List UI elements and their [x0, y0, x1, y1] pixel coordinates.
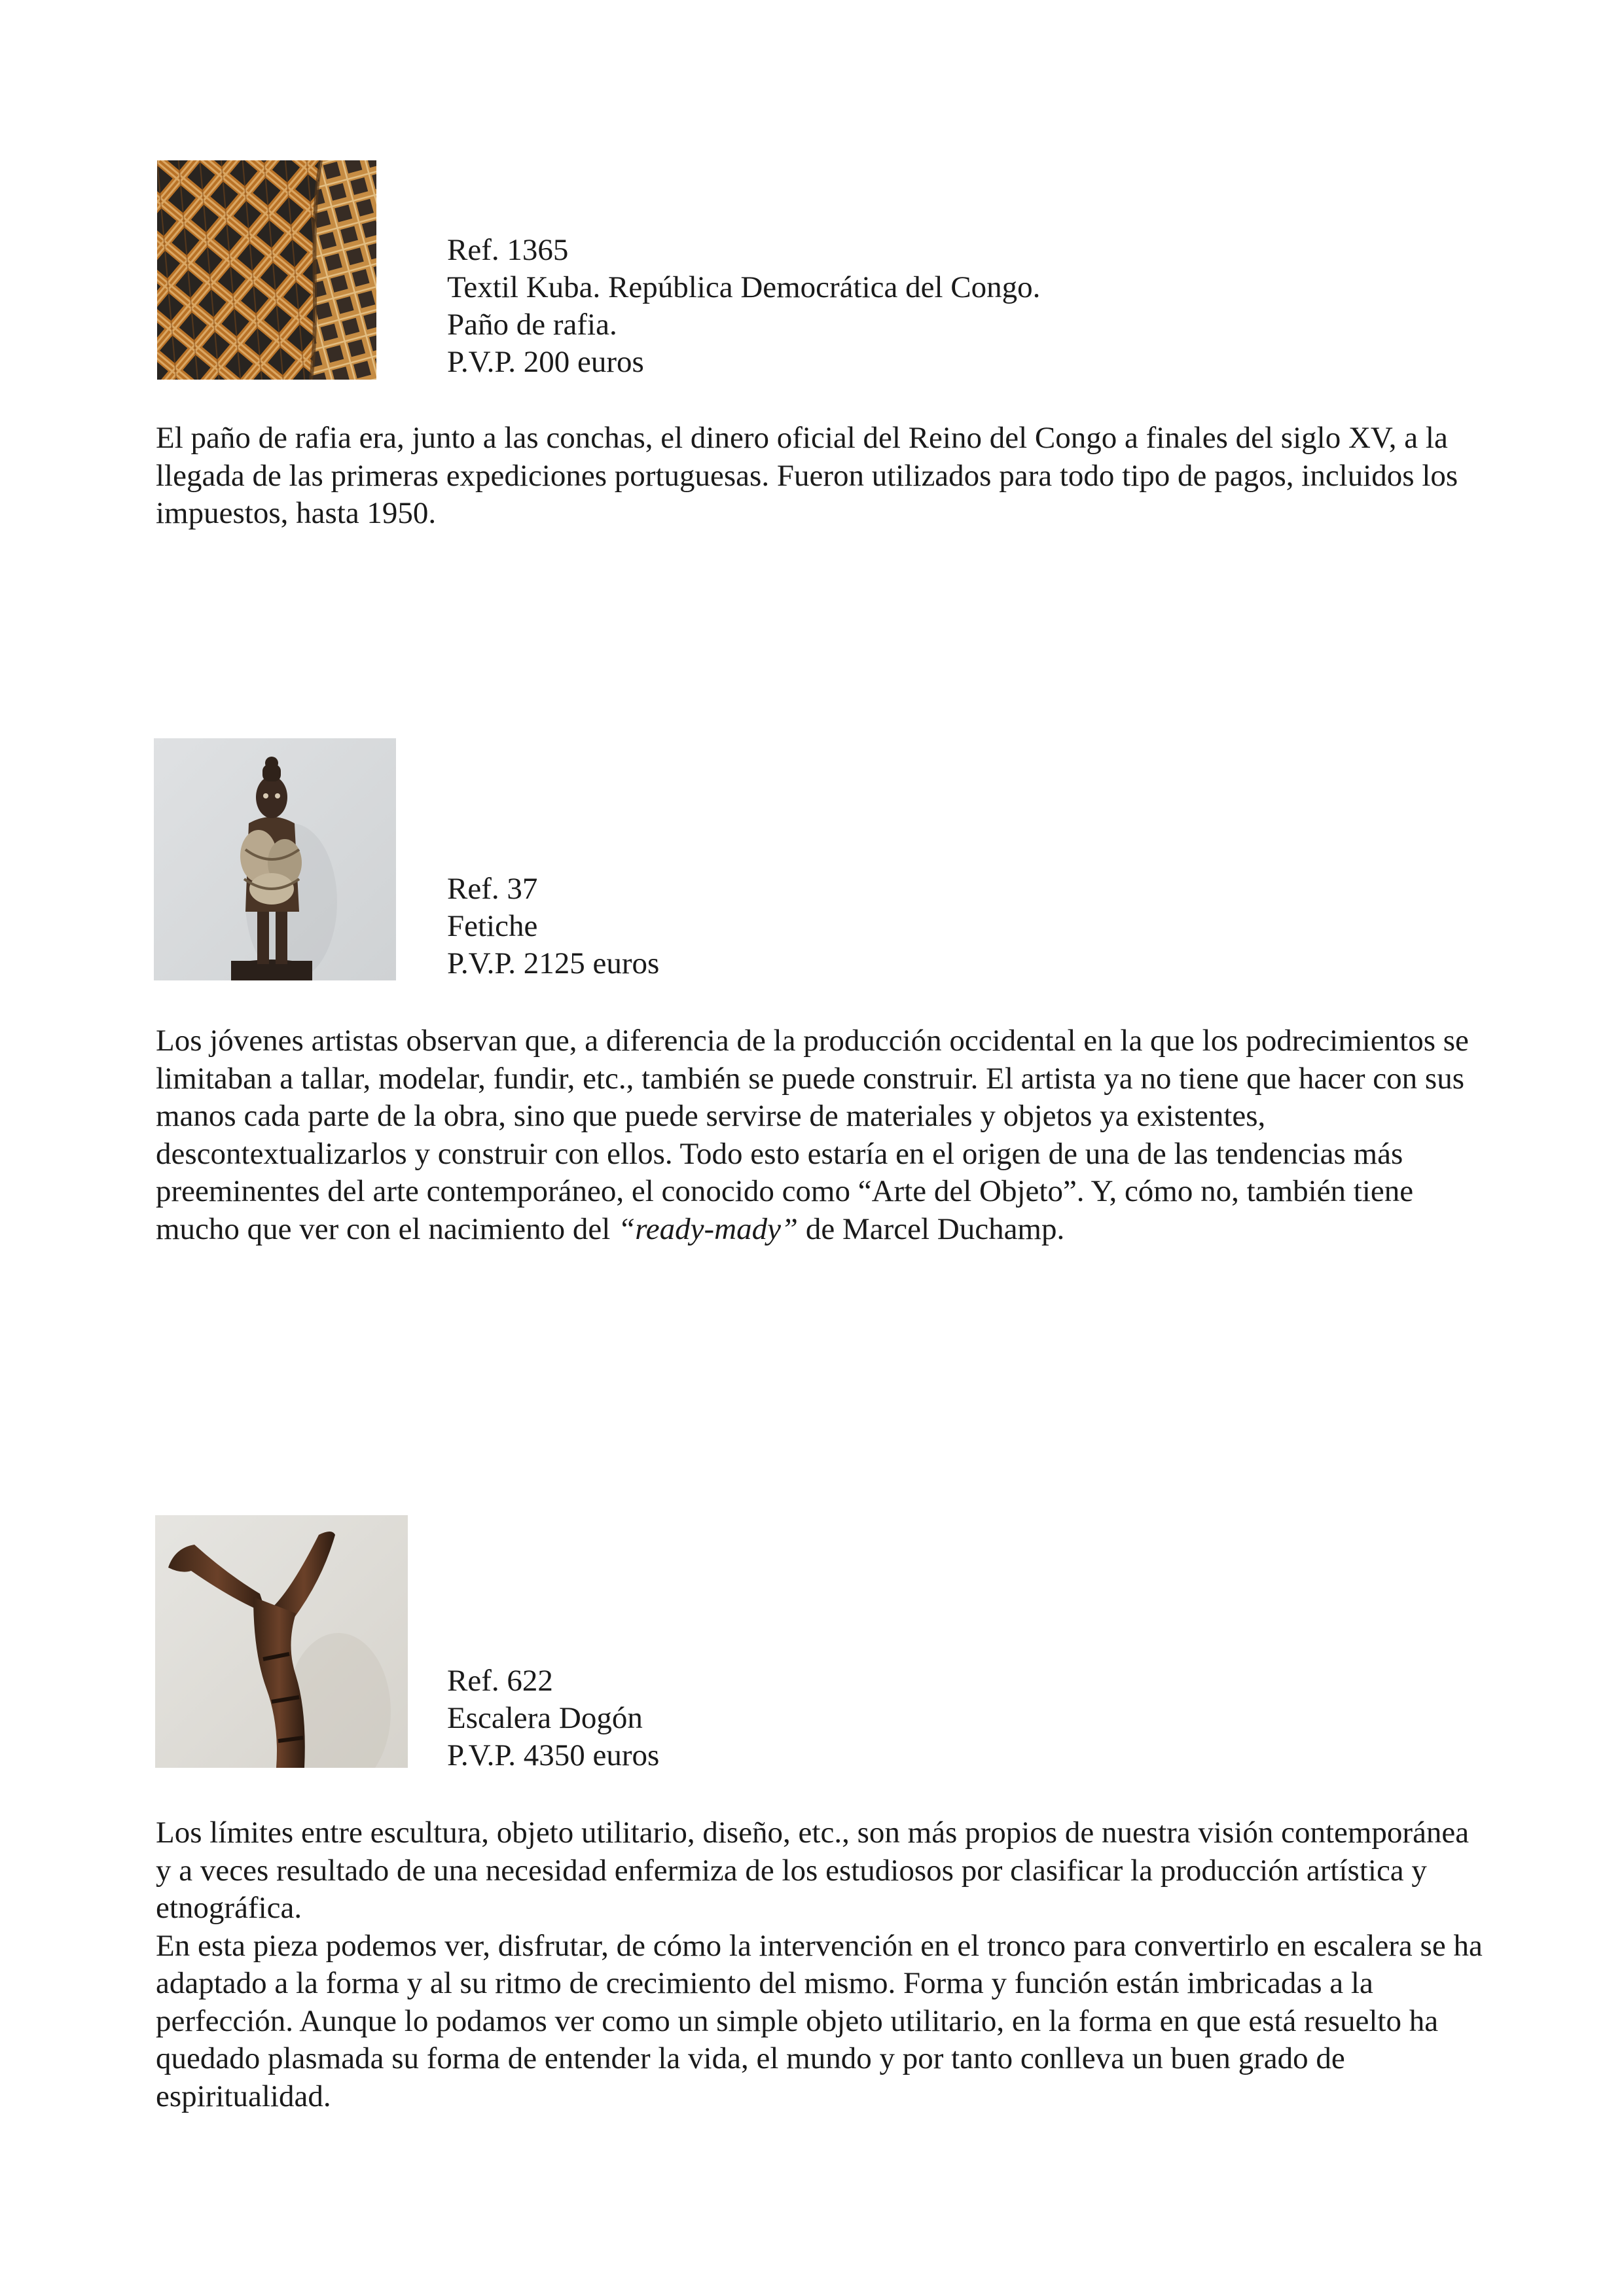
description-text-end: de Marcel Duchamp.: [798, 1211, 1065, 1246]
item-price: P.V.P. 200 euros: [447, 345, 644, 379]
item-title: Textil Kuba. República Democrática del Congo.: [447, 270, 1041, 304]
description-paragraph: El paño de rafia era, junto a las conchas, el dinero oficial del Reino del Congo a finales del siglo XV, a la llegada de las primeras expediciones portuguesas. Fueron utilizados para todo tipo de pagos, incluidos los impuestos, hasta 1950.: [156, 421, 1458, 530]
item-ref: Ref. 37: [447, 872, 538, 906]
item-title: Escalera Dogón: [447, 1701, 643, 1735]
item-ref: Ref. 1365: [447, 233, 569, 267]
fetish-figure-photo: [154, 738, 396, 980]
item-2-caption: [447, 870, 659, 982]
item-1-caption: [447, 232, 1040, 381]
item-3-caption: [447, 1662, 659, 1774]
item-2-description: [156, 1022, 1491, 1248]
dogon-ladder-photo: [155, 1515, 408, 1768]
description-italic: “ready-mady”: [618, 1211, 799, 1246]
description-paragraph: En esta pieza podemos ver, disfrutar, de cómo la intervención en el tronco para convertirlo en escalera se ha adaptado a la forma y al su ritmo de crecimiento del mismo. Forma y función están imbricadas a la perfección. Aunque lo podamos ver como un simple objeto utilitario, en la forma en que está resuelto ha quedado plasmada su forma de entender la vida, el mundo y por tanto conlleva un buen grado de espiritualidad.: [156, 1928, 1483, 2113]
description-text: Los jóvenes artistas observan que, a diferencia de la producción occidental en la que los podrecimientos se limitaban a tallar, modelar, fundir, etc., también se puede construir. El artista ya no tiene que hacer con sus manos cada parte de la obra, sino que puede servirse de materiales y objetos ya existentes, descontextualizarlos y construir con ellos. Todo esto estaría en el origen de una de las tendencias más preeminentes del arte contemporáneo, el conocido como “Arte del Objeto”. Y, cómo no, también tiene mucho que ver con el nacimiento del: [156, 1024, 1469, 1246]
item-title: Fetiche: [447, 909, 538, 943]
kuba-raffia-textile-photo: [157, 160, 376, 380]
item-subtitle: Paño de rafia.: [447, 308, 617, 342]
item-3-description: [156, 1814, 1491, 2115]
description-paragraph: Los límites entre escultura, objeto utilitario, diseño, etc., son más propios de nuestra visión contemporánea y a veces resultado de una necesidad enfermiza de los estudiosos por clasificar la producción artística y etnográfica.: [156, 1816, 1470, 1925]
item-price: P.V.P. 2125 euros: [447, 946, 660, 980]
item-ref: Ref. 622: [447, 1664, 553, 1698]
item-1-description: [156, 420, 1491, 533]
description-paragraph: [156, 1022, 1491, 1248]
item-price: P.V.P. 4350 euros: [447, 1738, 660, 1772]
